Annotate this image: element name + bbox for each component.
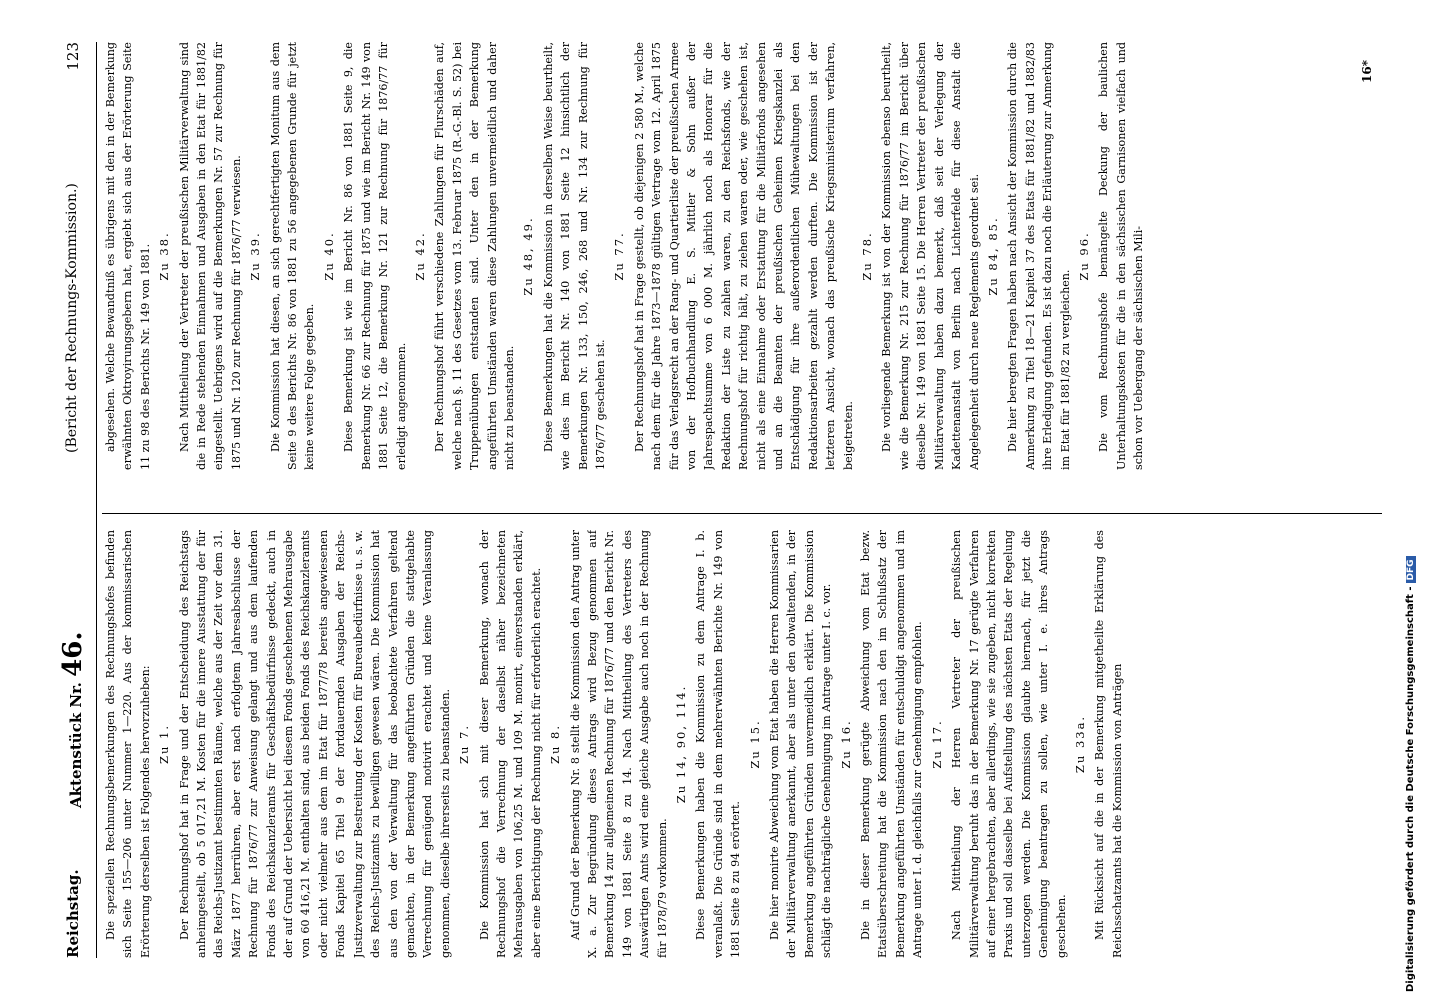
paragraph: Die speziellen Rechnungsbemerkungen des Rechnungshofes befinden sich Seite 155—206 unter Nummer 1—220. Aus der kommissarischen Erörterung derselben ist Folgendes hervorzuheben: [104,530,152,958]
section-heading: Zu 40. [321,231,336,281]
text-column-left [102,530,1382,958]
paragraph: Mit Rücksicht auf die in der Bemerkung mitgetheilte Erklärung des Reichsschatzamts hat die Kommission von Anträgen [1093,530,1124,958]
sheet-signature: 16* [1360,60,1374,83]
paragraph: Nach Mittheilung der Herren Vertreter der preußischen Militärverwaltung beruht das in der Bemerkung Nr. 17 gerügte Verfahren auf einer hergebrachten, aber allerdings, wie sie zugeben, nicht korrekten Praxis und soll dasselbe bei Aufstellung des nächsten Etats der Regelung unterzogen werden. Die Kommission glaubte hiernach, für jetzt die Genehmigung beantragen zu sollen, wie unter I. e. ihres Antrags geschehen. [950,530,1068,958]
section-heading: Zu 15. [747,719,762,769]
header-right: (Bericht der Rechnungs-Kommission.) [64,183,80,453]
header-left: Reichstag. [64,869,82,958]
section-heading: Zu 84, 85. [985,216,1000,296]
section-heading: Zu 39. [248,231,263,281]
paragraph: Die in dieser Bemerkung gerügte Abweichung vom Etat bezw. Etatsüberschreitung hat die Kommission nach den im Schlußsatz der Bemerkung angeführten Umständen für entschuldigt angenommen und im Antrage unter I. d. gleichfalls zur Genehmigung empfohlen. [859,530,925,958]
paragraph: Diese Bemerkung ist wie im Bericht Nr. 86 von 1881 Seite 9, die Bemerkung Nr. 66 zur Rechnung für 1875 und wie im Bericht Nr. 149 von 1881 Seite 12, die Bemerkung Nr. 121 zur Rechnung für 1876/77 für erledigt angenommen. [342,42,408,470]
paragraph: abgesehen. Welche Bewandtniß es übrigens mit den in der Bemerkung erwähnten Oktroyirungsgebern hat, ergiebt sich aus der Erörterung Seite 11 zu 98 des Berichts Nr. 149 von 1881. [104,42,152,470]
column-divider [102,513,1382,514]
paragraph: Die vom Rechnungshofe bemängelte Deckung der baulichen Unterhaltungskosten für die in den sächsischen Garnisonen vielfach und schon vor Uebergang der sächsischen Mili- [1097,42,1146,470]
page-number: 123 [64,42,82,71]
section-heading: Zu 7. [457,723,472,765]
header-number: 46. [58,631,88,677]
section-heading: Zu 8. [548,723,563,765]
text-column-right [102,42,1382,470]
section-heading: Zu 96. [1076,231,1091,281]
header-center-prefix: Aktenstück Nr. [67,682,85,808]
section-heading: Zu 77. [612,231,627,281]
paragraph: Nach Mittheilung der Vertreter der preußischen Militärverwaltung sind die in Rede stehenden Einnahmen und Ausgaben in den Etat für 1881/82 eingestellt. Uebrigens wird auf die Bemerkungen Nr. 57 zur Rechnung für 1875 und Nr. 120 zur Rechnung für 1876/77 verwiesen. [177,42,243,470]
paragraph: Die hier beregten Fragen haben nach Ansicht der Kommission durch die Anmerkung zu Titel 18—21 Kapitel 37 des Etats für 1881/82 und 1882/83 ihre Erledigung gefunden. Es ist dazu noch die Erläuterung zur Anmerkung im Etat für 1881/82 zu vergleichen. [1006,42,1072,470]
section-heading: Zu 42. [412,231,427,281]
header-rule [96,42,97,958]
header-center [58,632,88,808]
section-heading: Zu 78. [860,231,875,281]
section-heading: Zu 33a. [1072,714,1087,774]
paragraph: Auf Grund der Bemerkung Nr. 8 stellt die Kommission den Antrag unter X. a. Zur Begründung dieses Antrags wird Bezug genommen auf Bemerkung 14 zur allgemeinen Rechnung für 1876/77 und den Bericht Nr. 149 von 1881 Seite 8 zu 14. Nach Mittheilung des Vertreters des Auswärtigen Amts wird eine gleiche Ausgabe auch noch in der Rechnung für 1878/79 vorkommen. [568,530,669,958]
paragraph: Der Rechnungshof hat in Frage und der Entscheidung des Reichstags anheimgestellt, ob 5 017,21 M. Kosten für die innere Ausstattung der für das Reichs-Justizamt bestimmten Räume, welche aus der Zeit vor dem 31. März 1877 herrühren, aber erst nach erfolgtem Jahresabschlusse der Rechnung für 1876/77 zur Anweisung gelangt und aus dem laufenden Fonds des Reichskanzleramts für Geschäftsbedürfnisse gedeckt, auch in der auf Grund der Uebersicht bei diesem Fonds geschehenen Mehrausgabe von 60 416,21 M. enthalten sind, aus beiden Fonds des Reichskanzleramts oder nicht vielmehr aus dem im Etat für 1877/78 bereits angewiesenen Fonds Kapitel 65 Titel 9 der fortdauernden Ausgaben der Reichs-Justizverwaltung zur Bestreitung der Kosten für Bureaubedürfnisse u. s. w. des Reichs-Justizamts zu bewilligen gewesen wären. Die Kommission hat aus den von der Verwaltung für das beobachtete Verfahren geltend gemachten, in der Bemerkung angeführten Gründen die stattgehabte Verrechnung für genügend motivirt erachtet und keine Veranlassung genommen, dieselbe ihrerseits zu beanstanden. [177,530,452,958]
paragraph: Die hier monirte Abweichung vom Etat haben die Herren Kommissarien der Militärverwaltung anerkannt, aber als unter den obwaltenden, in der Bemerkung angeführten Gründen unvermeidlich erklärt. Die Kommission schlägt die nachträgliche Genehmigung im Antrage unter I. c. vor. [768,530,834,958]
section-heading: Zu 16. [838,719,853,769]
section-heading: Zu 17. [929,719,944,769]
page-header [58,42,92,958]
paragraph: Der Rechnungshof führt verschiedene Zahlungen für Flurschäden auf, welche nach §. 11 des Gesetzes vom 13. Februar 1875 (R.-G.-Bl. S. 52) bei Truppenübungen entstanden sind. Unter den in der Bemerkung angeführten Umständen waren diese Zahlungen unvermeidlich und daher nicht zu beanstanden. [433,42,516,470]
dfg-footer [1405,556,1416,992]
section-heading: Zu 14, 90, 114. [674,684,688,804]
dfg-note: Digitalisierung gefördert durch die Deutsche Forschungsgemeinschaft - [1405,586,1416,992]
paragraph: Die Kommission hat diesen, an sich gerechtfertigten Monitum aus dem Seite 9 des Berichts Nr. 86 von 1881 zu 56 angegebenen Grunde für jetzt keine weitere Folge gegeben. [268,42,317,470]
paragraph: Diese Bemerkungen haben die Kommission zu dem Antrage I. b. veranlaßt. Die Gründe sind in dem mehrerwähnten Berichte Nr. 149 von 1881 Seite 8 zu 94 erörtert. [694,530,743,958]
section-heading: Zu 48, 49. [521,216,536,296]
section-heading: Zu 1. [157,723,172,765]
paragraph: Die Kommission hat sich mit dieser Bemerkung, wonach der Rechnungshof die Verrechnung der daselbst näher bezeichneten Mehrausgaben von 106,25 M. und 109 M. monirt, einverstanden erklärt, aber eine Berichtigung der Rechnung nicht für erforderlich erachtet. [477,530,543,958]
section-heading: Zu 38. [157,231,172,281]
paragraph: Die vorliegende Bemerkung ist von der Kommission ebenso beurtheilt, wie die Bemerkung Nr. 215 zur Rechnung für 1876/77 im Bericht über dieselbe Nr. 149 von 1881 Seite 15. Die Herren Vertreter der preußischen Militärverwaltung haben dazu bemerkt, daß seit der Verlegung der Kadettenanstalt von Berlin nach Lichterfelde für diese Anstalt die Angelegenheit durch neue Reglements geordnet sei. [880,42,981,470]
paragraph: Diese Bemerkungen hat die Kommission in derselben Weise beurtheilt, wie dies im Bericht Nr. 140 von 1881 Seite 12 hinsichtlich der Bemerkungen Nr. 133, 150, 246, 268 und Nr. 134 zur Rechnung für 1876/77 geschehen ist. [541,42,607,470]
paragraph: Der Rechnungshof hat in Frage gestellt, ob diejenigen 2 580 M., welche nach dem für die Jahre 1873—1878 gültigen Vertrage vom 12. April 1875 für das Verlagsrecht an der Rang- und Quartierliste der preußischen Armee von der Hofbuchhandlung E. S. Mittler & Sohn außer der Jahrespachtsumme von 6 000 M. jährlich noch als Honorar für die Redaktion der Liste zu zahlen waren, zu den Reichsfonds, wie der Rechnungshof für richtig hält, zu ziehen waren oder, wie geschehen ist, nicht als eine Einnahme oder Erstattung für die Militärfonds angesehen und an die Beamten der preußischen Geheimen Kriegskanzlei als Entschädigung für ihre außerordentlichen Mühewaltungen bei den Redaktionsarbeiten gezahlt werden durften. Die Kommission ist der letzteren Ansicht, wonach das preußische Kriegsministerium verfahren, beigetreten. [632,42,855,470]
dfg-logo: DFG [1406,556,1416,583]
